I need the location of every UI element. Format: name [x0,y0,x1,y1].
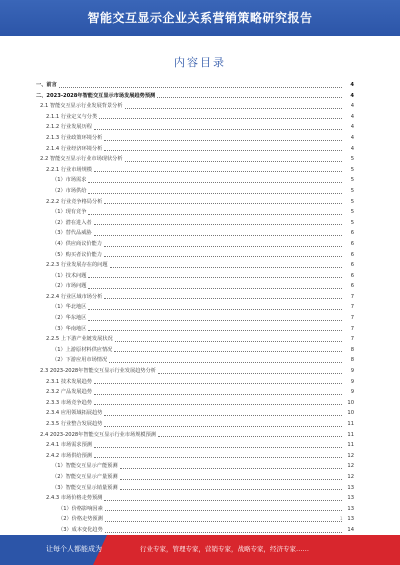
toc-entry[interactable] [36,525,354,536]
toc-entry-label: 2.4 2023-2028年智能交互显示行业市场规模预测 [40,431,156,438]
toc-entry-label: 2.4.1 市场需求预测 [46,442,92,449]
toc-entry-label: （2）市场问题 [52,283,87,290]
toc-leader-dots [110,267,342,268]
toc-entry-page: 9 [350,389,354,396]
toc-entry-page: 13 [347,505,354,512]
toc-entry-label: 2.3.3 市场竞争趋势 [46,399,92,406]
toc-leader-dots [120,479,342,480]
toc-entry-page: 7 [350,293,354,300]
toc-entry[interactable] [36,228,354,239]
toc-entry-page: 11 [347,431,354,438]
toc-leader-dots [104,246,342,247]
toc-leader-dots [94,394,342,395]
toc-entry-label: （4）供应商议价能力 [52,240,102,247]
toc-entry-page: 6 [350,272,354,279]
toc-entry-page: 7 [350,325,354,332]
toc-entry[interactable] [36,419,354,430]
toc-entry-page: 5 [350,219,354,226]
toc-entry[interactable] [36,345,354,356]
toc-entry-page: 13 [347,484,354,491]
toc-entry-page: 13 [347,495,354,502]
toc-entry[interactable] [36,377,354,388]
toc-leader-dots [109,362,342,363]
toc-leader-dots [88,288,342,289]
toc-entry-page: 12 [347,463,354,470]
toc-leader-dots [104,140,342,141]
toc-entry-label: 2.1 智能交互显示行业发展背景分析 [40,103,123,110]
toc-entry-label: 2.1.4 行业经济环境分析 [46,145,103,152]
toc-entry-page: 6 [350,262,354,269]
toc-entry-label: （3）智能交互显示销量预测 [52,484,118,491]
toc-leader-dots [94,404,342,405]
toc-leader-dots [94,171,342,172]
toc-entry[interactable] [36,112,354,123]
toc-leader-dots [94,235,342,236]
toc-entry[interactable] [36,440,354,451]
toc-entry-page: 7 [350,315,354,322]
toc-entry[interactable] [36,313,354,324]
toc-entry[interactable] [36,91,354,102]
toc-entry-label: 2.3 2023-2028年智能交互显示行业发展趋势分析 [40,368,156,375]
toc-entry-label: （1）上游原材料供应情况 [52,346,113,353]
toc-entry-page: 5 [350,177,354,184]
toc-entry[interactable] [36,387,354,398]
toc-leader-dots [105,532,342,533]
toc-entry-label: （2）智能交互显示产量预测 [52,473,118,480]
toc-leader-dots [94,129,342,130]
toc-entry[interactable] [36,186,354,197]
toc-entry-label: 2.3.5 行业整合发展趋势 [46,421,103,427]
toc-entry[interactable] [36,218,354,229]
toc-leader-dots [99,118,342,119]
toc-entry-label: 2.2 智能交互显示行业市场现状分析 [40,156,123,163]
report-header-bar [0,0,400,36]
toc-leader-dots [88,320,342,321]
toc-entry[interactable] [36,260,354,271]
toc-entry-label: （5）购买者议价能力 [52,251,102,258]
toc-entry[interactable] [36,144,354,155]
toc-leader-dots [114,351,342,352]
toc-entry-label: 2.2.5 上下游产业链发展状况 [46,336,113,343]
toc-entry-page: 6 [350,230,354,237]
toc-entry-page: 4 [350,145,354,152]
toc-leader-dots [125,108,342,109]
toc-entry[interactable] [36,398,354,409]
toc-entry[interactable] [36,493,354,504]
toc-entry-label: （3）华南地区 [52,325,87,332]
toc-entry[interactable] [36,80,354,91]
toc-entry-page: 8 [350,357,354,364]
toc-entry-page: 9 [350,368,354,375]
toc-entry-label: （1）智能交互显示产能预测 [52,463,118,470]
toc-leader-dots [120,489,342,490]
toc-leader-dots [88,277,342,278]
footer-banner [0,535,400,565]
toc-entry-label: （2）价格走势预测 [58,516,103,523]
toc-entry-label: 2.3.2 产品发展趋势 [46,389,92,396]
toc-entry[interactable] [36,461,354,472]
toc-entry-page: 10 [347,410,354,417]
toc-entry-page: 6 [350,283,354,290]
table-of-contents [36,80,354,546]
toc-entry-page: 11 [347,442,354,449]
toc-entry-page: 4 [350,103,354,110]
toc-entry[interactable] [36,292,354,303]
toc-entry[interactable] [36,472,354,483]
toc-leader-dots [104,298,342,299]
toc-entry-page: 7 [350,304,354,311]
toc-entry[interactable] [36,165,354,176]
toc-entry-page: 5 [350,209,354,216]
toc-entry[interactable] [36,334,354,345]
toc-leader-dots [88,182,342,183]
toc-entry-label: 二、2023-2028年智能交互显示市场发展趋势预测 [36,92,156,99]
toc-leader-dots [88,330,342,331]
toc-entry-page: 4 [350,82,354,88]
toc-entry-page: 10 [347,399,354,406]
toc-leader-dots [158,436,342,437]
toc-entry-label: 2.3.4 应用领域拓展趋势 [46,410,103,417]
toc-entry[interactable] [36,504,354,515]
toc-entry[interactable] [36,430,354,441]
toc-entry-page: 6 [350,240,354,247]
toc-leader-dots [105,521,342,522]
toc-leader-dots [157,97,342,98]
toc-leader-dots [115,341,342,342]
toc-entry-page: 4 [350,134,354,141]
toc-entry-label: 2.2.3 行业发展存在的问题 [46,262,108,269]
toc-entry-label: （3）成本变化趋势 [58,526,103,533]
toc-leader-dots [88,214,342,215]
toc-entry-page: 4 [350,113,354,120]
toc-leader-dots [104,500,342,501]
toc-entry-page: 5 [350,156,354,163]
toc-entry[interactable] [36,483,354,494]
toc-entry-label: （1）价格影响因素 [58,505,103,512]
toc-entry[interactable] [36,302,354,313]
toc-entry-page: 8 [350,346,354,353]
toc-entry-label: （2）市场供给 [52,187,87,194]
toc-entry-label: （2）华东地区 [52,315,87,322]
toc-entry[interactable] [36,239,354,250]
toc-entry-label: （2）潜在进入者 [52,219,92,226]
toc-entry-label: 2.1.1 行业定义与分类 [46,113,98,120]
toc-entry-label: （1）现有竞争 [52,209,87,216]
toc-entry[interactable] [36,451,354,462]
toc-leader-dots [158,373,342,374]
toc-entry[interactable] [36,281,354,292]
toc-entry-page: 7 [350,336,354,343]
toc-entry[interactable] [36,122,354,133]
toc-leader-dots [94,457,342,458]
toc-entry-page: 14 [347,526,354,533]
toc-leader-dots [105,510,342,511]
footer-slogan: 让每个人都能成为 [46,545,102,553]
toc-entry-page: 13 [347,516,354,523]
toc-entry-label: 2.1.2 行业发展历程 [46,124,92,131]
toc-entry-page: 4 [350,124,354,131]
toc-entry-label: （1）技术问题 [52,272,87,279]
toc-leader-dots [94,447,342,448]
toc-entry-label: 2.2.2 行业竞争格局分析 [46,198,103,205]
toc-leader-dots [104,256,342,257]
toc-leader-dots [94,383,342,384]
toc-entry[interactable] [36,514,354,525]
toc-leader-dots [88,193,342,194]
toc-entry[interactable] [36,197,354,208]
toc-entry-label: 2.3.1 技术发展趋势 [46,378,92,385]
toc-entry-label: 2.4.2 市场供给预测 [46,452,92,459]
toc-leader-dots [94,224,342,225]
toc-entry[interactable] [36,408,354,419]
toc-entry-page: 5 [350,187,354,194]
toc-entry[interactable] [36,324,354,335]
toc-entry[interactable] [36,154,354,165]
report-title: 智能交互显示企业关系营销策略研究报告 [87,11,313,25]
toc-entry-label: （1）华北地区 [52,304,87,311]
toc-leader-dots [104,426,342,427]
toc-entry-page: 11 [347,421,354,427]
footer-tagline: 行业专家，管理专家，营销专家，战略专家，经济专家…… [140,545,309,553]
toc-entry[interactable] [36,250,354,261]
page-number: 1 [340,516,343,521]
toc-entry[interactable] [36,175,354,186]
toc-entry-label: 一、前言 [36,82,57,88]
toc-leader-dots [104,150,342,151]
toc-leader-dots [59,87,342,88]
toc-leader-dots [104,203,342,204]
toc-leader-dots [120,468,342,469]
toc-entry-page: 6 [350,251,354,258]
toc-entry-page: 4 [350,92,354,99]
toc-entry[interactable] [36,271,354,282]
toc-entry-label: 2.2.1 行业市场规模 [46,166,92,173]
toc-entry[interactable] [36,101,354,112]
toc-entry[interactable] [36,366,354,377]
toc-entry[interactable] [36,207,354,218]
toc-leader-dots [125,161,342,162]
toc-entry-label: 2.2.4 行业区域市场分析 [46,293,103,300]
toc-entry[interactable] [36,355,354,366]
toc-entry-page: 5 [350,166,354,173]
toc-entry-label: 2.1.3 行业政策环境分析 [46,134,103,141]
toc-entry-page: 9 [350,378,354,385]
toc-entry-page: 5 [350,198,354,205]
toc-entry-label: （2）下游应用市场情况 [52,357,108,364]
toc-entry[interactable] [36,133,354,144]
toc-leader-dots [88,309,342,310]
toc-entry-label: （1）市场需求 [52,177,87,184]
toc-entry-page: 12 [347,452,354,459]
toc-entry-page: 12 [347,473,354,480]
toc-leader-dots [104,415,342,416]
toc-title: 内容目录 [174,56,226,69]
toc-entry-label: 2.4.3 市场价格走势预测 [46,495,103,502]
toc-entry-label: （3）替代品威胁 [52,230,92,237]
